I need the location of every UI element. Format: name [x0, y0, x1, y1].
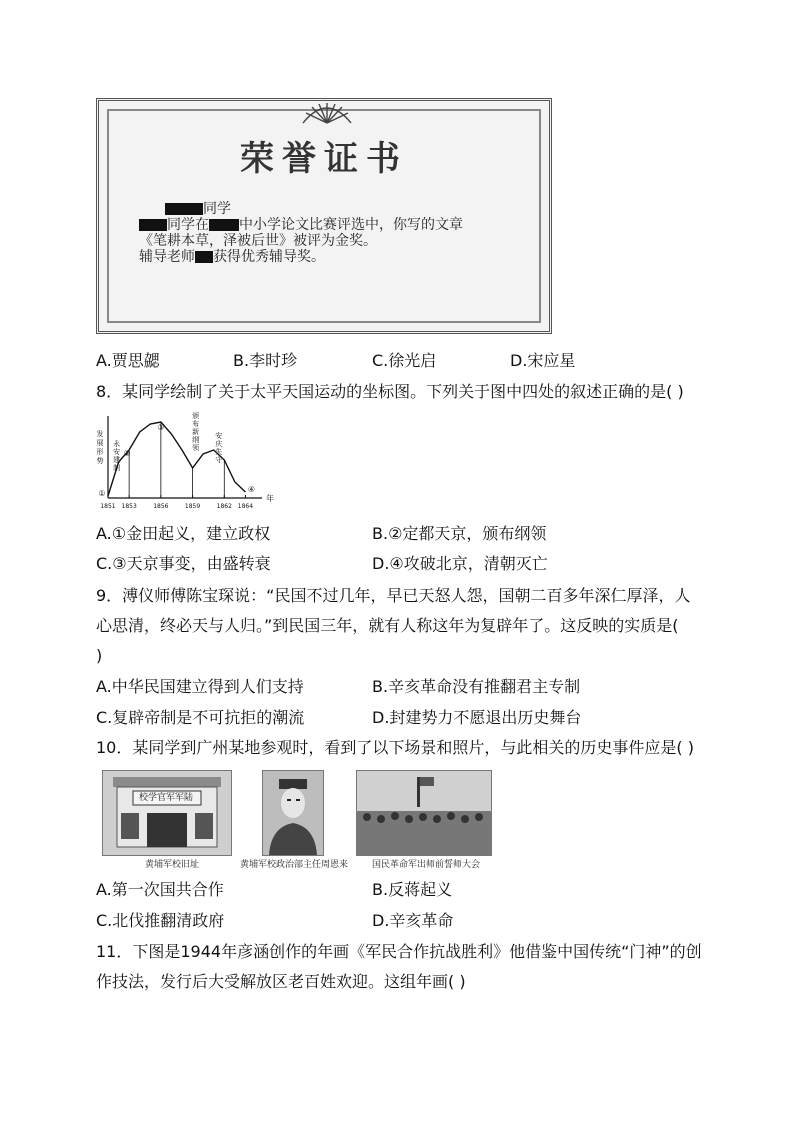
x-tick-label: 1851 [100, 503, 116, 510]
annotation-label: 守 [215, 456, 223, 464]
q10-option-a: A.第一次国共合作 [96, 880, 224, 899]
q9-option-c: C.复辟帝制是不可抗拒的潮流 [96, 708, 305, 727]
portrait-illustration [263, 771, 323, 855]
annotation-label: 建 [113, 456, 121, 464]
q11-stem-line-2: 作技法，发行后大受解放区老百姓欢迎。这组年画( ) [96, 972, 466, 991]
annotation-label: 安 [113, 448, 121, 456]
annotation-label: 安 [215, 432, 223, 440]
x-tick-label: 1862 [216, 503, 232, 510]
caption-2: 黄埔军校政治部主任周恩来 [240, 860, 349, 870]
caption-1: 黄埔军校旧址 [145, 860, 200, 870]
x-axis-label: 年 [266, 494, 274, 503]
certificate-image [96, 98, 552, 334]
q10-option-b: B.反蒋起义 [372, 880, 453, 899]
photo-sign-text: 校学官军军陆 [139, 793, 194, 803]
certificate-line-4: 辅导老师 获得优秀辅导奖。 [139, 249, 325, 265]
photo-northern-expedition-rally [356, 770, 492, 856]
redaction-block [139, 219, 167, 231]
annotation-label: 失 [215, 448, 223, 456]
annotation-label: 新 [192, 428, 200, 436]
q9-stem-line-1: 9．溥仪师傅陈宝琛说：“民国不过几年，早已天怒人怨，国朝二百多年深仁厚泽，人 [96, 586, 691, 605]
annotation-label: 制 [113, 464, 121, 472]
caption-3: 国民革命军出师前誓师大会 [372, 860, 481, 870]
q10-option-d: D.辛亥革命 [372, 911, 454, 930]
y-axis-label: 形 [96, 448, 104, 456]
q7-option-d: D.宋应星 [510, 351, 576, 370]
q9-stem-line-3: ) [96, 646, 103, 665]
y-axis-label: 势 [96, 457, 104, 465]
q9-option-a: A.中华民国建立得到人们支持 [96, 677, 304, 696]
certificate-title: 荣誉证书 [240, 139, 408, 179]
q10-stem: 10．某同学到广州某地参观时，看到了以下场景和照片，与此相关的历史事件应是( ) [96, 738, 694, 757]
q8-option-c: C.③天京事变，由盛转衰 [96, 554, 271, 573]
q9-option-b: B.辛亥革命没有推翻君主专制 [372, 677, 581, 696]
annotation-label: 领 [192, 444, 200, 452]
certificate-line-1: 同学 [139, 201, 231, 217]
q7-option-b: B.李时珍 [233, 351, 298, 370]
annotation-marker: ③ [157, 423, 165, 432]
redaction-block [195, 251, 213, 263]
q9-option-d: D.封建势力不愿退出历史舞台 [372, 708, 582, 727]
annotation-marker: ④ [247, 485, 256, 494]
x-tick-label: 1853 [121, 503, 137, 510]
q11-stem-line-1: 11．下图是1944年彦涵创作的年画《军民合作抗战胜利》他借鉴中国传统“门神”的创 [96, 942, 702, 961]
annotation-label: 纲 [192, 436, 200, 444]
y-axis-label: 发 [96, 430, 104, 438]
certificate-emblem-icon [299, 99, 355, 125]
q7-option-c: C.徐光启 [372, 351, 437, 370]
q9-stem-line-2: 心思清，终必天与人归。”到民国三年，就有人称这年为复辟年了。这反映的实质是( [96, 616, 679, 635]
x-tick-label: 1859 [184, 503, 201, 510]
q7-option-a: A.贾思勰 [96, 351, 160, 370]
redaction-block [165, 203, 203, 215]
q10-option-c: C.北伐推翻清政府 [96, 911, 225, 930]
annotation-label: 布 [192, 420, 200, 428]
annotation-label: 颁 [192, 412, 200, 420]
trend-line [108, 422, 245, 496]
redaction-block [209, 219, 239, 231]
certificate-line-3: 《笔耕本草，泽被后世》被评为金奖。 [139, 233, 377, 249]
crowd-illustration [357, 771, 491, 855]
photo-whampoa-gate [102, 770, 232, 856]
y-axis-label: 展 [96, 439, 104, 447]
annotation-label: 永 [113, 440, 121, 448]
q8-option-a: A.①金田起义，建立政权 [96, 524, 271, 543]
x-tick-label: 1864 [237, 503, 254, 510]
annotation-label: 庆 [215, 440, 223, 448]
certificate-line-2: 同学在 中小学论文比赛评选中，你写的文章 [139, 217, 463, 233]
photo-zhou-enlai [262, 770, 324, 856]
taiping-chart [96, 410, 276, 514]
q8-option-d: D.④攻破北京，清朝灭亡 [372, 554, 548, 573]
q8-option-b: B.②定都天京，颁布纲领 [372, 524, 547, 543]
x-tick-label: 1856 [153, 503, 169, 510]
annotation-marker: ① [98, 489, 106, 498]
q8-stem: 8．某同学绘制了关于太平天国运动的坐标图。下列关于图中四处的叙述正确的是( ) [96, 382, 684, 401]
building-illustration [103, 771, 231, 855]
annotation-marker: ② [123, 449, 131, 458]
